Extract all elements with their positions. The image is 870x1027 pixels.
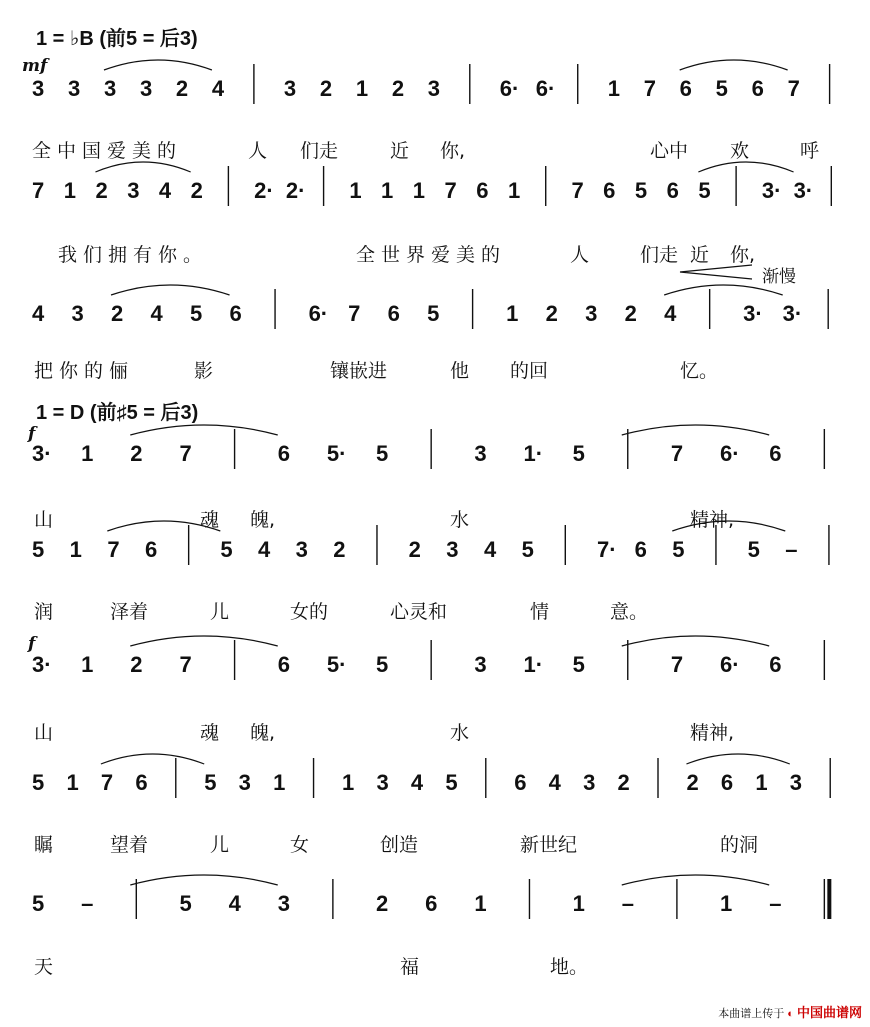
note: 1 <box>506 301 519 326</box>
lyric-segment: 望着 <box>110 834 149 856</box>
lyric-segment: 水 <box>450 509 470 531</box>
note: 2 <box>111 301 124 326</box>
lyric-segment: 润 <box>34 601 54 623</box>
footer-brand: 中国曲谱网 <box>796 1005 862 1020</box>
note: 6· <box>720 652 740 677</box>
lyric-segment: 镶嵌进 <box>330 360 388 382</box>
lyric-segment: 水 <box>450 722 470 744</box>
note: 3· <box>743 301 763 326</box>
note: 6 <box>425 891 438 916</box>
slur <box>130 425 277 435</box>
lyric-segment: 魂 <box>200 722 220 744</box>
note: 6 <box>135 770 148 795</box>
note: 2 <box>130 441 143 466</box>
note: – <box>769 891 782 916</box>
note: 1 <box>349 178 362 203</box>
note: 2 <box>333 537 346 562</box>
lyric-segment: 全世界爱美的 <box>356 244 507 266</box>
note: – <box>621 891 635 916</box>
note: 2 <box>175 76 189 101</box>
score-row <box>32 162 831 206</box>
note: 6 <box>476 178 489 203</box>
lyric-segment: 意。 <box>610 601 649 623</box>
note: 1· <box>523 441 544 466</box>
note: 5 <box>220 537 233 562</box>
lyric-segment: 魂 <box>200 509 220 531</box>
note: 6· <box>499 76 520 101</box>
note: 4 <box>483 537 497 562</box>
lyric-segment: 女的 <box>290 601 329 623</box>
note: 3 <box>139 76 153 101</box>
note: 4 <box>150 301 163 326</box>
lyric-segment: 把你的俪 <box>34 360 135 382</box>
lyric-segment: 女 <box>290 834 310 856</box>
lyric-segment: 新世纪 <box>520 834 578 856</box>
note: 5 <box>32 770 45 795</box>
note: 1 <box>355 76 369 101</box>
note: 4 <box>158 178 172 203</box>
note: 2 <box>190 178 203 203</box>
lyric-segment: 精神, <box>690 509 735 531</box>
lyric-segment: 们走 <box>640 244 679 266</box>
note: 3· <box>793 178 814 203</box>
lyric-segment: 近 <box>390 140 410 162</box>
note: 1 <box>273 770 286 795</box>
note: 6 <box>666 178 679 203</box>
note: 5 <box>672 537 685 562</box>
dynamic-f-2: f <box>28 634 36 654</box>
score-row <box>32 285 828 329</box>
note: 3· <box>782 301 803 326</box>
note: 3 <box>789 770 803 795</box>
note: 2 <box>130 652 143 677</box>
lyric-segment: 儿 <box>210 834 230 856</box>
note: 4 <box>257 537 271 562</box>
note: 5 <box>204 770 217 795</box>
lyric-segment: 山 <box>34 509 54 531</box>
note: 7 <box>787 76 800 101</box>
note: 1 <box>342 770 355 795</box>
tempo-marking: 渐慢 <box>762 267 796 286</box>
note: 4 <box>664 301 677 326</box>
lyric-segment: 近 <box>690 244 710 266</box>
footer-prefix: 本曲谱上传于 <box>718 1008 785 1020</box>
note: 3 <box>32 76 45 101</box>
note: 5· <box>326 652 347 677</box>
lyric-segment: 创造 <box>380 834 419 856</box>
lyric-segment: 精神, <box>690 722 735 744</box>
score-row <box>32 425 824 469</box>
key-signature-1: 1 = ♭B (前5 = 后3) <box>36 28 198 50</box>
note: 3 <box>427 76 441 101</box>
lyric-segment: 山 <box>34 722 54 744</box>
note: 3 <box>277 891 290 916</box>
lyric-segment: 心灵和 <box>390 601 448 623</box>
slur <box>622 875 769 885</box>
note: 1 <box>81 441 94 466</box>
note: 2 <box>624 301 637 326</box>
lyric-segment: 你, <box>440 140 466 162</box>
dynamic-mf: mf <box>22 56 48 76</box>
key-signature-2: 1 = D (前♯5 = 后3) <box>36 402 199 424</box>
score-row <box>32 60 830 104</box>
slur <box>111 285 230 295</box>
note: 6 <box>769 652 782 677</box>
dynamic-f-1: f <box>28 424 36 444</box>
lyric-segment: 他 <box>450 360 470 382</box>
score-row <box>32 754 830 798</box>
note: 3 <box>238 770 251 795</box>
note: 5· <box>326 441 347 466</box>
note: 5 <box>376 652 389 677</box>
note: 6 <box>144 537 158 562</box>
note: 1 <box>607 76 620 101</box>
note: 1 <box>63 178 76 203</box>
note: 3 <box>283 76 297 101</box>
note: 6 <box>277 652 290 677</box>
lyric-segment: 的洞 <box>720 834 759 856</box>
crescendo-hairpin <box>680 265 752 279</box>
note: 5 <box>376 441 389 466</box>
note: 3 <box>585 301 598 326</box>
slur <box>101 754 204 764</box>
note: 6 <box>769 441 782 466</box>
lyric-segment: 们走 <box>300 140 339 162</box>
note: 5 <box>572 652 585 677</box>
note: 5 <box>715 76 728 101</box>
note: 5 <box>634 178 648 203</box>
lyric-segment: 地。 <box>550 956 589 978</box>
note: 7 <box>348 301 361 326</box>
note: 7 <box>643 76 656 101</box>
slur <box>680 60 788 70</box>
note: 4 <box>548 770 561 795</box>
note: 7 <box>571 178 584 203</box>
slur <box>104 60 212 70</box>
note: 6 <box>387 301 400 326</box>
slur <box>698 162 793 172</box>
note: 1· <box>523 652 544 677</box>
slur <box>686 754 789 764</box>
slur <box>622 425 769 435</box>
lyric-segment: 欢 <box>730 140 750 162</box>
note: 7 <box>32 178 45 203</box>
note: 6 <box>634 537 647 562</box>
note: 6 <box>277 441 290 466</box>
slur <box>130 636 277 646</box>
note: 3 <box>376 770 389 795</box>
note: 5 <box>698 178 711 203</box>
note: 1 <box>66 770 79 795</box>
note: 7 <box>670 441 684 466</box>
lyric-segment: 影 <box>194 360 214 382</box>
slur <box>622 636 769 646</box>
brand-logo-icon: ◐ <box>787 1008 794 1020</box>
slur <box>130 875 277 885</box>
footer <box>718 1002 862 1021</box>
note: 1 <box>412 178 426 203</box>
lyric-segment: 天 <box>34 956 54 978</box>
note: 2 <box>617 770 630 795</box>
note: – <box>785 537 798 562</box>
note: 2 <box>391 76 405 101</box>
note: 7 <box>107 537 120 562</box>
note: 7 <box>179 652 192 677</box>
lyric-segment: 的回 <box>510 360 549 382</box>
note: 4 <box>211 76 225 101</box>
note: 1 <box>720 891 733 916</box>
note: 7 <box>444 178 457 203</box>
lyric-segment: 人 <box>248 140 268 162</box>
note: 6· <box>535 76 556 101</box>
note: 5 <box>32 891 45 916</box>
note: 3 <box>67 76 81 101</box>
score-row <box>32 875 829 919</box>
note: 3 <box>127 178 140 203</box>
lyric-segment: 我们拥有你。 <box>58 244 209 266</box>
lyric-segment: 人 <box>570 244 590 266</box>
note: 2 <box>545 301 558 326</box>
lyric-segment: 福 <box>400 956 420 978</box>
note: 5 <box>179 891 192 916</box>
note: 3 <box>474 652 487 677</box>
note: 5 <box>747 537 760 562</box>
note: 6 <box>679 76 692 101</box>
note: 4 <box>410 770 424 795</box>
note: 1 <box>81 652 94 677</box>
note: 3 <box>295 537 308 562</box>
lyric-segment: 儿 <box>210 601 230 623</box>
note: 2· <box>285 178 306 203</box>
note: 7 <box>100 770 114 795</box>
note: 1 <box>474 891 487 916</box>
note: 5 <box>572 441 585 466</box>
note: 3 <box>103 76 117 101</box>
note: 4 <box>228 891 241 916</box>
note: 6 <box>603 178 616 203</box>
note: 2 <box>686 770 699 795</box>
note: 5 <box>190 301 203 326</box>
lyric-segment: 忆。 <box>680 360 719 382</box>
lyric-segment: 全中国爱美的 <box>32 140 183 162</box>
note: 6 <box>229 301 242 326</box>
lyric-segment: 情 <box>530 601 550 623</box>
score-row <box>32 636 824 680</box>
lyric-segment: 心中 <box>650 140 689 162</box>
note: – <box>81 891 94 916</box>
note: 3 <box>71 301 84 326</box>
note: 3 <box>474 441 487 466</box>
note: 2· <box>254 178 274 203</box>
lyric-segment: 魄, <box>250 722 276 744</box>
note: 3 <box>583 770 596 795</box>
note: 7· <box>596 537 617 562</box>
note: 3 <box>446 537 459 562</box>
note: 5 <box>32 537 45 562</box>
note: 6· <box>308 301 329 326</box>
note: 3· <box>761 178 782 203</box>
note: 2 <box>408 537 421 562</box>
note: 7 <box>179 441 192 466</box>
note: 6 <box>514 770 527 795</box>
note: 2 <box>319 76 333 101</box>
lyric-segment: 瞩 <box>34 834 54 856</box>
note: 3· <box>32 441 52 466</box>
note: 1 <box>69 537 82 562</box>
note: 6 <box>751 76 764 101</box>
note: 5 <box>427 301 440 326</box>
lyric-segment: 呼 <box>800 140 820 162</box>
note: 1 <box>381 178 394 203</box>
note: 7 <box>670 652 684 677</box>
note: 1 <box>755 770 768 795</box>
lyric-segment: 泽着 <box>110 601 149 623</box>
note: 2 <box>95 178 108 203</box>
note: 1 <box>572 891 585 916</box>
note: 4 <box>32 301 45 326</box>
lyric-segment: 你, <box>730 244 756 266</box>
lyric-segment: 魄, <box>250 509 276 531</box>
note: 5 <box>445 770 458 795</box>
note: 1 <box>507 178 521 203</box>
note: 2 <box>376 891 389 916</box>
note: 3· <box>32 652 52 677</box>
note: 6 <box>720 770 734 795</box>
note: 5 <box>521 537 534 562</box>
note: 6· <box>720 441 740 466</box>
slur <box>95 162 190 172</box>
